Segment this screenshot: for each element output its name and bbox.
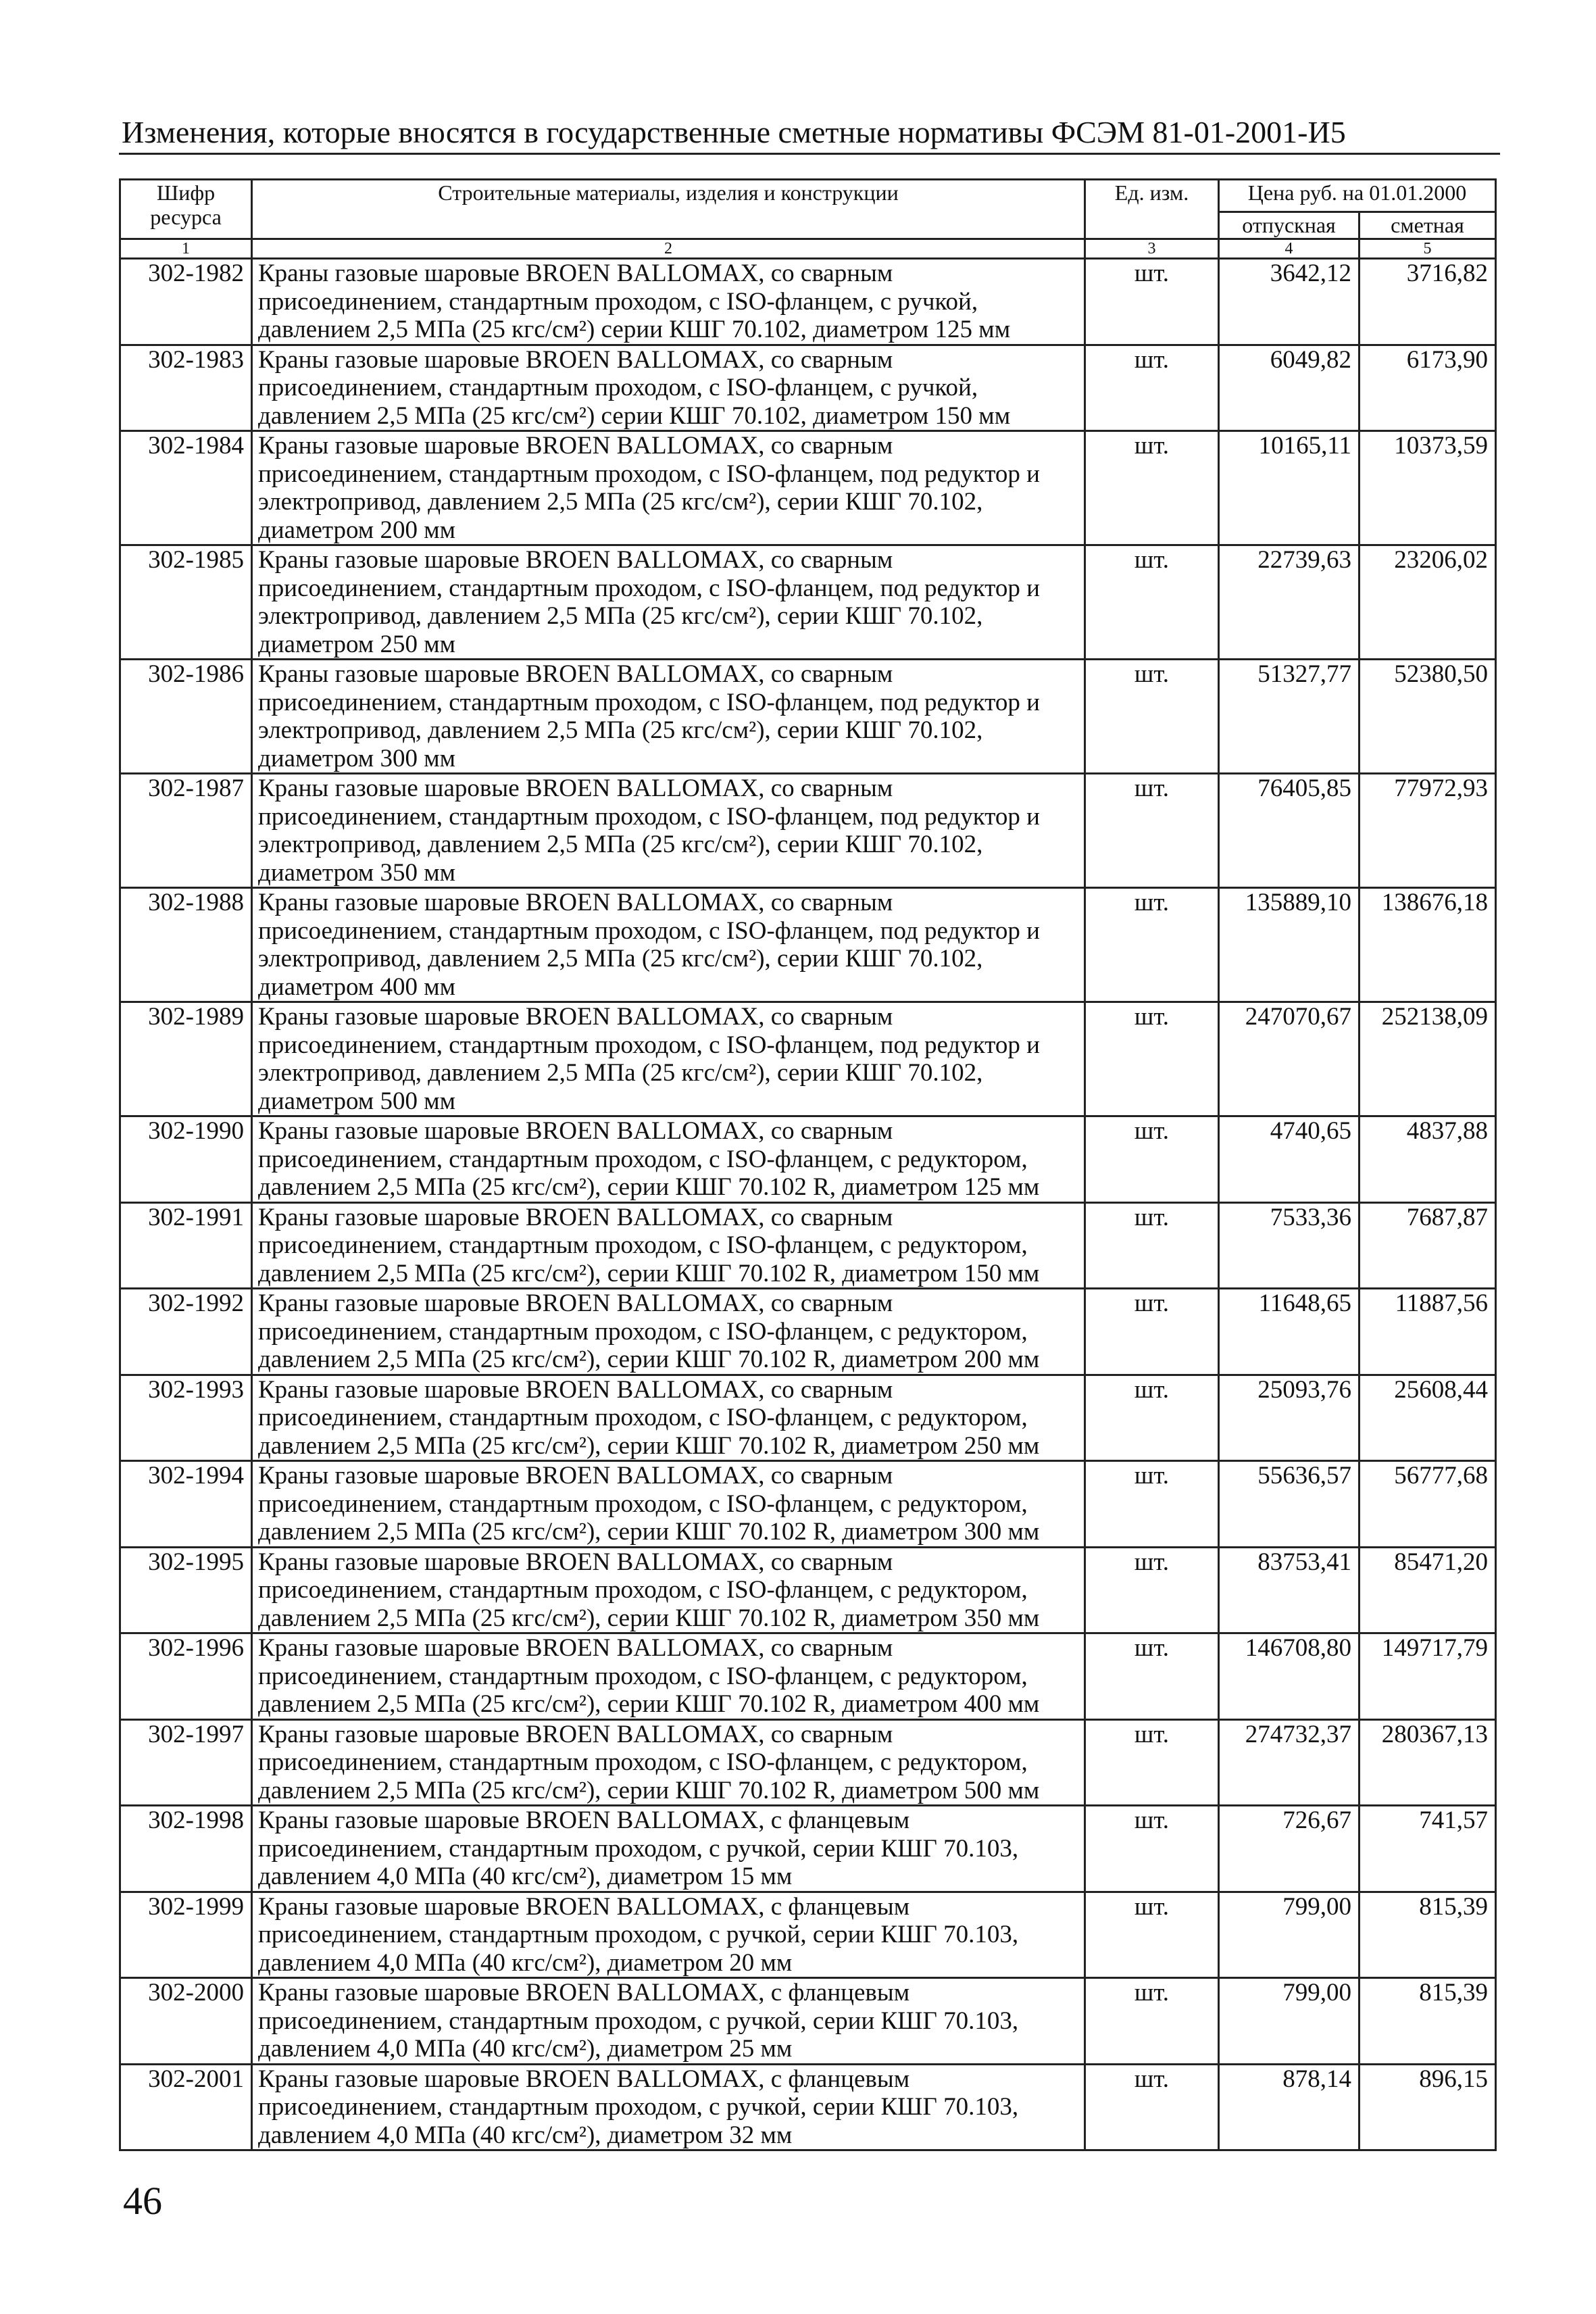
description-line: Краны газовые шаровые BROEN BALLOMAX, со сварным	[258, 1634, 893, 1662]
resource-description	[252, 2064, 1085, 2150]
unit-of-measure: шт.	[1085, 545, 1219, 660]
description-line: присоединением, стандартным проходом, с ISO-фланцем, с редуктором,	[258, 1662, 1028, 1690]
description-line: Краны газовые шаровые BROEN BALLOMAX, со сварным	[258, 260, 893, 287]
resource-description	[252, 345, 1085, 431]
table-row	[120, 545, 1496, 660]
column-number: 4	[1219, 239, 1360, 259]
estimate-price: 252138,09	[1360, 1002, 1496, 1116]
resource-code: 302-1998	[120, 1806, 252, 1892]
unit-of-measure: шт.	[1085, 1719, 1219, 1806]
column-number: 3	[1085, 239, 1219, 259]
resource-code: 302-1999	[120, 1892, 252, 1978]
description-line: присоединением, стандартным проходом, с ISO-фланцем, под редуктор и	[258, 460, 1040, 488]
resource-description	[252, 259, 1085, 345]
resource-code: 302-1996	[120, 1633, 252, 1720]
description-line: Краны газовые шаровые BROEN BALLOMAX, со сварным	[258, 546, 893, 574]
estimate-price: 77972,93	[1360, 774, 1496, 888]
description-line: Краны газовые шаровые BROEN BALLOMAX, со сварным	[258, 1117, 893, 1145]
description-line: электропривод, давлением 2,5 МПа (25 кгс/см²), серии КШГ 70.102,	[258, 716, 983, 744]
resource-description	[252, 1719, 1085, 1806]
resource-description	[252, 660, 1085, 774]
resource-code: 302-1997	[120, 1719, 252, 1806]
description-line: Краны газовые шаровые BROEN BALLOMAX, со сварным	[258, 1548, 893, 1576]
unit-of-measure: шт.	[1085, 1202, 1219, 1289]
estimate-price: 10373,59	[1360, 431, 1496, 545]
description-line: давлением 2,5 МПа (25 кгс/см²) серии КШГ 70.102, диаметром 150 мм	[258, 401, 1011, 430]
description-line: давлением 2,5 МПа (25 кгс/см²), серии КШГ 70.102 R, диаметром 150 мм	[258, 1259, 1040, 1287]
description-line: давлением 4,0 МПа (40 кгс/см²), диаметром 32 мм	[258, 2121, 793, 2149]
description-line: Краны газовые шаровые BROEN BALLOMAX, со сварным	[258, 1203, 893, 1231]
document-header: Изменения, которые вносятся в государственные сметные нормативы ФСЭМ 81-01-2001-И5	[122, 115, 1346, 149]
description-line: присоединением, стандартным проходом, с ISO-фланцем, с редуктором,	[258, 1317, 1028, 1346]
description-line: диаметром 250 мм	[258, 630, 456, 658]
description-line: диаметром 350 мм	[258, 858, 456, 887]
release-price: 76405,85	[1219, 774, 1360, 888]
table-row	[120, 1978, 1496, 2065]
column-number: 5	[1360, 239, 1496, 259]
description-line: присоединением, стандартным проходом, с ISO-фланцем, с редуктором,	[258, 1231, 1028, 1259]
description-line: присоединением, стандартным проходом, с ISO-фланцем, с редуктором,	[258, 1490, 1028, 1518]
resource-code: 302-1983	[120, 345, 252, 431]
unit-of-measure: шт.	[1085, 660, 1219, 774]
resource-code: 302-1985	[120, 545, 252, 660]
table-row	[120, 1289, 1496, 1375]
unit-of-measure: шт.	[1085, 774, 1219, 888]
estimate-price: 3716,82	[1360, 259, 1496, 345]
description-line: диаметром 400 мм	[258, 973, 456, 1001]
estimate-price: 7687,87	[1360, 1202, 1496, 1289]
resource-description	[252, 1202, 1085, 1289]
column-header-unit: Ед. изм.	[1085, 180, 1219, 239]
description-line: давлением 2,5 МПа (25 кгс/см²), серии КШГ 70.102 R, диаметром 500 мм	[258, 1776, 1040, 1804]
release-price: 146708,80	[1219, 1633, 1360, 1720]
description-line: электропривод, давлением 2,5 МПа (25 кгс/см²), серии КШГ 70.102,	[258, 488, 983, 516]
unit-of-measure: шт.	[1085, 259, 1219, 345]
description-line: Краны газовые шаровые BROEN BALLOMAX, со сварным	[258, 1720, 893, 1748]
resource-code: 302-1988	[120, 888, 252, 1002]
description-line: диаметром 300 мм	[258, 744, 456, 772]
estimate-price: 815,39	[1360, 1978, 1496, 2065]
description-line: давлением 4,0 МПа (40 кгс/см²), диаметром 15 мм	[258, 1863, 793, 1890]
description-line: электропривод, давлением 2,5 МПа (25 кгс/см²), серии КШГ 70.102,	[258, 1059, 983, 1087]
resource-code: 302-1995	[120, 1547, 252, 1633]
unit-of-measure: шт.	[1085, 431, 1219, 545]
unit-of-measure: шт.	[1085, 1461, 1219, 1548]
description-line: Краны газовые шаровые BROEN BALLOMAX, с фланцевым	[258, 1892, 910, 1921]
unit-of-measure: шт.	[1085, 1002, 1219, 1116]
description-line: присоединением, стандартным проходом, с ISO-фланцем, с редуктором,	[258, 1145, 1028, 1173]
description-line: давлением 4,0 МПа (40 кгс/см²), диаметром 20 мм	[258, 1948, 793, 1977]
resource-code: 302-1982	[120, 259, 252, 345]
description-line: Краны газовые шаровые BROEN BALLOMAX, со сварным	[258, 774, 893, 802]
description-line: Краны газовые шаровые BROEN BALLOMAX, со сварным	[258, 1289, 893, 1317]
estimate-price: 741,57	[1360, 1806, 1496, 1892]
resource-code: 302-1984	[120, 431, 252, 545]
release-price: 799,00	[1219, 1892, 1360, 1978]
resource-description	[252, 1806, 1085, 1892]
description-line: электропривод, давлением 2,5 МПа (25 кгс/см²), серии КШГ 70.102,	[258, 831, 983, 858]
resource-description	[252, 1375, 1085, 1461]
description-line: присоединением, стандартным проходом, с ISO-фланцем, под редуктор и	[258, 916, 1040, 945]
description-line: присоединением, стандартным проходом, с ручкой, серии КШГ 70.103,	[258, 1834, 1019, 1863]
release-price: 4740,65	[1219, 1116, 1360, 1203]
table-row	[120, 1002, 1496, 1116]
table-row	[120, 1547, 1496, 1633]
table-row	[120, 1892, 1496, 1978]
description-line: давлением 2,5 МПа (25 кгс/см²), серии КШГ 70.102 R, диаметром 300 мм	[258, 1518, 1040, 1546]
table-row	[120, 1375, 1496, 1461]
table-row	[120, 1116, 1496, 1203]
resource-description	[252, 1289, 1085, 1375]
release-price: 11648,65	[1219, 1289, 1360, 1375]
resource-code: 302-2000	[120, 1978, 252, 2065]
description-line: давлением 2,5 МПа (25 кгс/см²) серии КШГ 70.102, диаметром 125 мм	[258, 316, 1011, 343]
description-line: давлением 2,5 МПа (25 кгс/см²), серии КШГ 70.102 R, диаметром 125 мм	[258, 1173, 1040, 1201]
release-price: 878,14	[1219, 2064, 1360, 2150]
resource-code: 302-1992	[120, 1289, 252, 1375]
table-row	[120, 1633, 1496, 1720]
description-line: давлением 2,5 МПа (25 кгс/см²), серии КШГ 70.102 R, диаметром 400 мм	[258, 1690, 1040, 1718]
table-row	[120, 259, 1496, 345]
release-price: 51327,77	[1219, 660, 1360, 774]
release-price: 274732,37	[1219, 1719, 1360, 1806]
release-price: 83753,41	[1219, 1547, 1360, 1633]
estimate-price: 815,39	[1360, 1892, 1496, 1978]
column-header-code: Шифр ресурса	[120, 180, 252, 239]
table-row	[120, 345, 1496, 431]
unit-of-measure: шт.	[1085, 1116, 1219, 1203]
unit-of-measure: шт.	[1085, 345, 1219, 431]
header-rule	[119, 153, 1500, 155]
release-price: 726,67	[1219, 1806, 1360, 1892]
description-line: диаметром 500 мм	[258, 1087, 456, 1115]
table-row	[120, 660, 1496, 774]
release-price: 799,00	[1219, 1978, 1360, 2065]
table-row	[120, 1461, 1496, 1548]
column-number: 1	[120, 239, 252, 259]
description-line: присоединением, стандартным проходом, с ISO-фланцем, под редуктор и	[258, 1031, 1040, 1059]
column-number: 2	[252, 239, 1085, 259]
unit-of-measure: шт.	[1085, 1633, 1219, 1720]
resource-description	[252, 1978, 1085, 2065]
description-line: электропривод, давлением 2,5 МПа (25 кгс/см²), серии КШГ 70.102,	[258, 945, 983, 973]
estimate-price: 23206,02	[1360, 545, 1496, 660]
description-line: присоединением, стандартным проходом, с ISO-фланцем, с редуктором,	[258, 1576, 1028, 1604]
description-line: присоединением, стандартным проходом, с ISO-фланцем, под редуктор и	[258, 574, 1040, 602]
table-row	[120, 888, 1496, 1002]
table-row	[120, 1719, 1496, 1806]
description-line: присоединением, стандартным проходом, с ISO-фланцем, под редуктор и	[258, 688, 1040, 716]
unit-of-measure: шт.	[1085, 1375, 1219, 1461]
resource-code: 302-2001	[120, 2064, 252, 2150]
estimate-price: 56777,68	[1360, 1461, 1496, 1548]
release-price: 247070,67	[1219, 1002, 1360, 1116]
description-line: присоединением, стандартным проходом, с ручкой, серии КШГ 70.103,	[258, 2093, 1019, 2121]
estimate-price: 4837,88	[1360, 1116, 1496, 1203]
estimate-price: 52380,50	[1360, 660, 1496, 774]
resource-description	[252, 1461, 1085, 1548]
description-line: давлением 2,5 МПа (25 кгс/см²), серии КШГ 70.102 R, диаметром 200 мм	[258, 1346, 1040, 1373]
resource-description	[252, 888, 1085, 1002]
description-line: присоединением, стандартным проходом, с ISO-фланцем, с ручкой,	[258, 374, 978, 401]
estimate-price: 896,15	[1360, 2064, 1496, 2150]
description-line: электропривод, давлением 2,5 МПа (25 кгс/см²), серии КШГ 70.102,	[258, 602, 983, 630]
release-price: 25093,76	[1219, 1375, 1360, 1461]
column-number-row	[120, 239, 1496, 259]
description-line: Краны газовые шаровые BROEN BALLOMAX, со сварным	[258, 1003, 893, 1031]
estimate-price: 149717,79	[1360, 1633, 1496, 1720]
table-row	[120, 1202, 1496, 1289]
unit-of-measure: шт.	[1085, 1806, 1219, 1892]
resource-price-table	[119, 178, 1497, 2151]
table-row	[120, 774, 1496, 888]
estimate-price: 85471,20	[1360, 1547, 1496, 1633]
description-line: Краны газовые шаровые BROEN BALLOMAX, со сварным	[258, 432, 893, 460]
table-row	[120, 431, 1496, 545]
unit-of-measure: шт.	[1085, 1289, 1219, 1375]
description-line: диаметром 200 мм	[258, 516, 456, 544]
estimate-price: 6173,90	[1360, 345, 1496, 431]
release-price: 3642,12	[1219, 259, 1360, 345]
resource-description	[252, 1002, 1085, 1116]
resource-code: 302-1994	[120, 1461, 252, 1548]
description-line: давлением 2,5 МПа (25 кгс/см²), серии КШГ 70.102 R, диаметром 350 мм	[258, 1604, 1040, 1632]
resource-description	[252, 774, 1085, 888]
resource-code: 302-1986	[120, 660, 252, 774]
description-line: присоединением, стандартным проходом, с ручкой, серии КШГ 70.103,	[258, 1921, 1019, 1948]
description-line: присоединением, стандартным проходом, с ручкой, серии КШГ 70.103,	[258, 2007, 1019, 2035]
unit-of-measure: шт.	[1085, 1547, 1219, 1633]
release-price: 7533,36	[1219, 1202, 1360, 1289]
resource-code: 302-1990	[120, 1116, 252, 1203]
unit-of-measure: шт.	[1085, 1892, 1219, 1978]
unit-of-measure: шт.	[1085, 2064, 1219, 2150]
description-line: Краны газовые шаровые BROEN BALLOMAX, с фланцевым	[258, 1806, 910, 1834]
description-line: присоединением, стандартным проходом, с ISO-фланцем, с ручкой,	[258, 287, 978, 316]
release-price: 10165,11	[1219, 431, 1360, 545]
page-number: 46	[123, 2179, 162, 2223]
column-header-name: Строительные материалы, изделия и конструкции	[252, 180, 1085, 239]
release-price: 135889,10	[1219, 888, 1360, 1002]
description-line: Краны газовые шаровые BROEN BALLOMAX, с фланцевым	[258, 1979, 910, 2007]
description-line: Краны газовые шаровые BROEN BALLOMAX, со сварным	[258, 345, 893, 374]
table-row	[120, 1806, 1496, 1892]
description-line: Краны газовые шаровые BROEN BALLOMAX, со сварным	[258, 1462, 893, 1490]
resource-description	[252, 431, 1085, 545]
release-price: 55636,57	[1219, 1461, 1360, 1548]
estimate-price: 11887,56	[1360, 1289, 1496, 1375]
description-line: Краны газовые шаровые BROEN BALLOMAX, со сварным	[258, 1375, 893, 1404]
table-row	[120, 2064, 1496, 2150]
description-line: давлением 4,0 МПа (40 кгс/см²), диаметром 25 мм	[258, 2035, 793, 2063]
column-header-estimate-price: сметная	[1360, 212, 1496, 239]
unit-of-measure: шт.	[1085, 888, 1219, 1002]
resource-code: 302-1989	[120, 1002, 252, 1116]
unit-of-measure: шт.	[1085, 1978, 1219, 2065]
table-body	[120, 259, 1496, 2150]
column-header-release-price: отпускная	[1219, 212, 1360, 239]
estimate-price: 280367,13	[1360, 1719, 1496, 1806]
resource-description	[252, 1633, 1085, 1720]
resource-description	[252, 1116, 1085, 1203]
description-line: присоединением, стандартным проходом, с ISO-фланцем, с редуктором,	[258, 1404, 1028, 1431]
description-line: Краны газовые шаровые BROEN BALLOMAX, со сварным	[258, 889, 893, 916]
description-line: присоединением, стандартным проходом, с ISO-фланцем, под редуктор и	[258, 802, 1040, 831]
estimate-price: 25608,44	[1360, 1375, 1496, 1461]
column-header-price-group: Цена руб. на 01.01.2000	[1219, 180, 1496, 212]
estimate-price: 138676,18	[1360, 888, 1496, 1002]
description-line: давлением 2,5 МПа (25 кгс/см²), серии КШГ 70.102 R, диаметром 250 мм	[258, 1431, 1040, 1460]
description-line: Краны газовые шаровые BROEN BALLOMAX, с фланцевым	[258, 2065, 910, 2093]
resource-code: 302-1993	[120, 1375, 252, 1461]
release-price: 6049,82	[1219, 345, 1360, 431]
release-price: 22739,63	[1219, 545, 1360, 660]
resource-description	[252, 1547, 1085, 1633]
resource-code: 302-1987	[120, 774, 252, 888]
resource-description	[252, 545, 1085, 660]
resource-code: 302-1991	[120, 1202, 252, 1289]
description-line: присоединением, стандартным проходом, с ISO-фланцем, с редуктором,	[258, 1748, 1028, 1776]
description-line: Краны газовые шаровые BROEN BALLOMAX, со сварным	[258, 660, 893, 688]
resource-description	[252, 1892, 1085, 1978]
